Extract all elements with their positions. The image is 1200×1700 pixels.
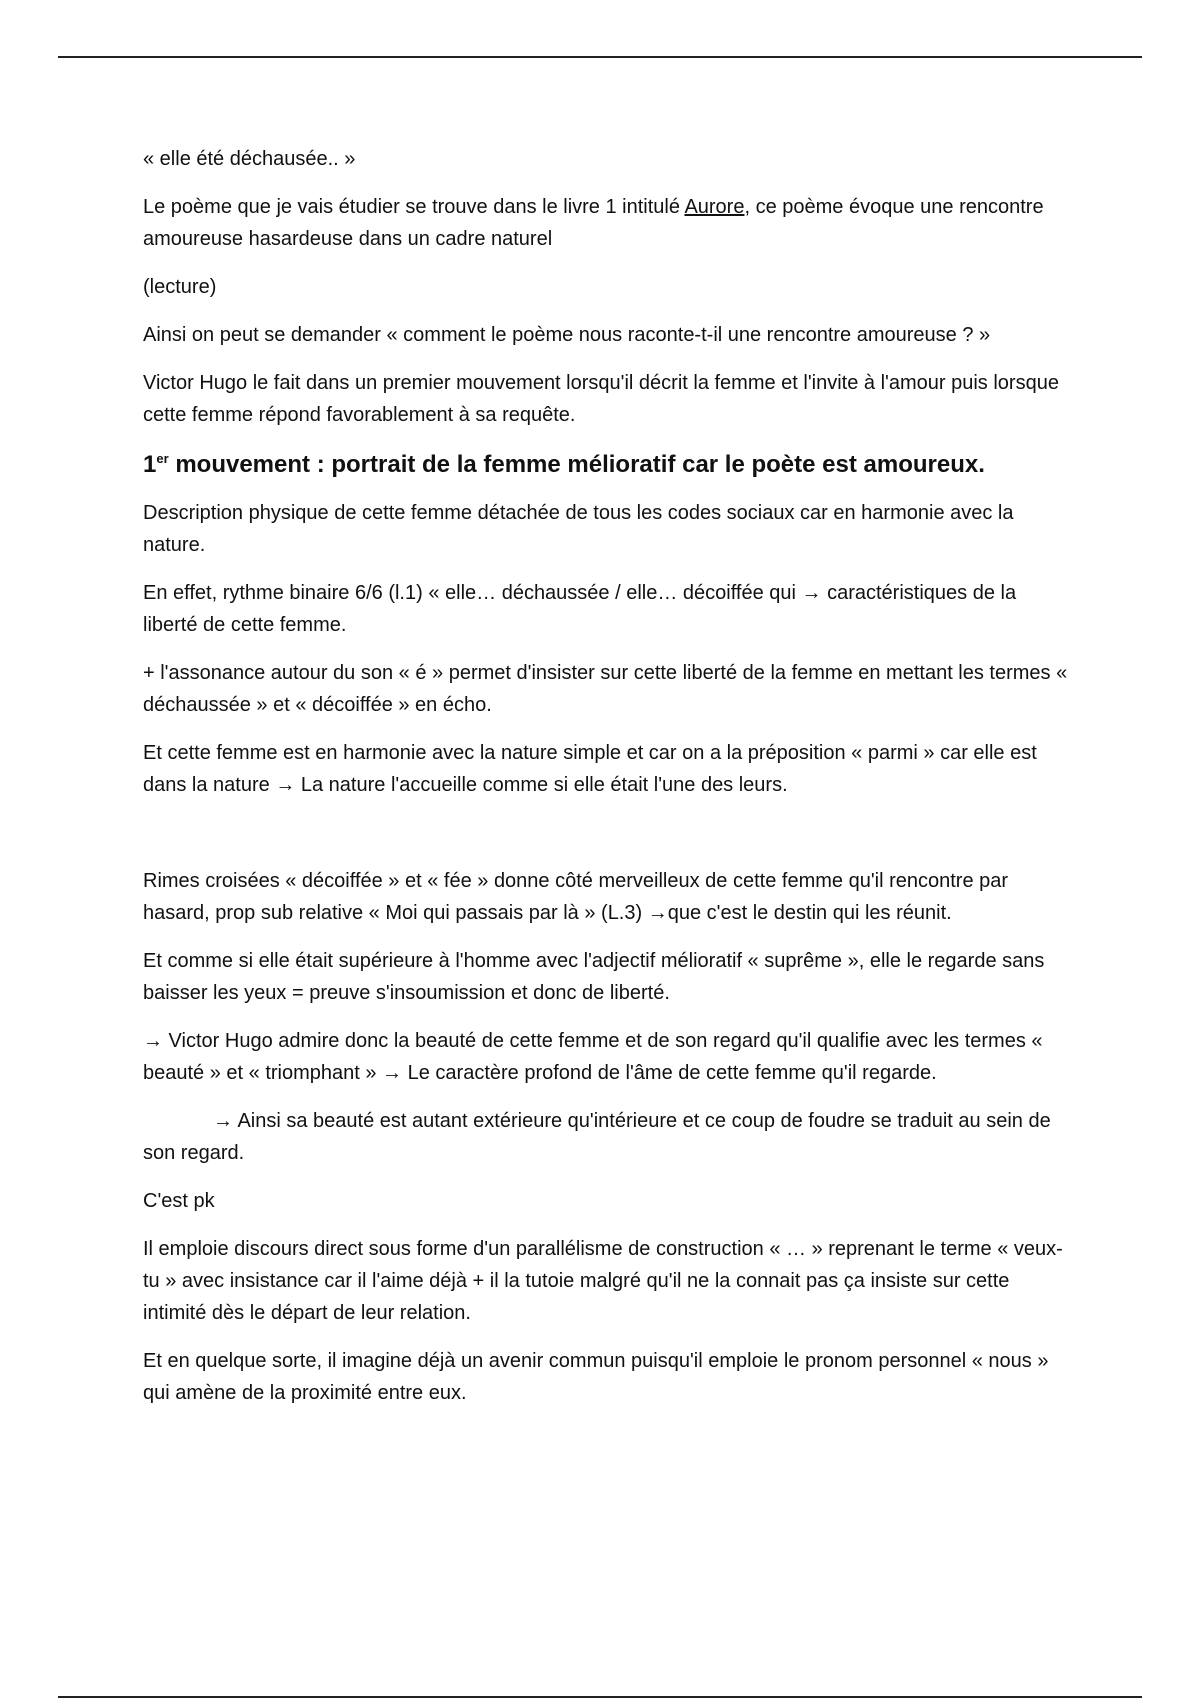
intro-paragraph [143,191,1068,255]
document-body [143,143,1068,1425]
body-paragraph: → Victor Hugo admire donc la beauté de cette femme et de son regard qu'il qualifie avec les termes « beauté » et « triomphant » → Le caractère profond de l'âme de cette femme qu'il regarde. [143,1030,1043,1084]
section-heading [143,447,1068,483]
body-paragraph: Description physique de cette femme détachée de tous les codes sociaux car en harmonie avec la nature. [143,502,1014,556]
heading-text: mouvement : portrait de la femme mélioratif car le poète est amoureux. [168,451,985,478]
body-paragraph: Et comme si elle était supérieure à l'homme avec l'adjectif mélioratif « suprême », elle le regarde sans baisser les yeux = preuve s'insoumission et donc de liberté. [143,950,1045,1004]
quote-line: « elle été déchausée.. » [143,148,356,170]
body-paragraph: + l'assonance autour du son « é » permet d'insister sur cette liberté de la femme en mettant les termes « déchaussée » et « décoiffée » en écho. [143,662,1068,716]
footer-rule [58,1696,1142,1698]
blank-line [143,817,1068,865]
header-rule [58,56,1142,58]
indented-paragraph: → Ainsi sa beauté est autant extérieure qu'intérieure et ce coup de foudre se traduit au sein de son regard. [143,1110,1051,1164]
body-paragraph: Rimes croisées « décoiffée » et « fée » donne côté merveilleux de cette femme qu'il rencontre par hasard, prop sub relative « Moi qui passais par là » (L.3) →que c'est le destin qui les réunit. [143,870,1009,924]
intro-after: , ce poème évoque une rencontre amoureuse hasardeuse dans un cadre naturel [143,196,1044,250]
cest-pk-line: C'est pk [143,1190,215,1212]
lecture-note: (lecture) [143,276,217,298]
body-paragraph: Et cette femme est en harmonie avec la nature simple et car on a la préposition « parmi » car elle est dans la nature → La nature l'accueille comme si elle était l'une des leurs. [143,742,1037,796]
intro-before: Le poème que je vais étudier se trouve dans le livre 1 intitulé [143,196,685,218]
body-paragraph: En effet, rythme binaire 6/6 (l.1) « elle… déchaussée / elle… décoiffée qui → caractéristiques de la liberté de cette femme. [143,582,1017,636]
body-paragraph: Et en quelque sorte, il imagine déjà un avenir commun puisqu'il emploie le pronom personnel « nous » qui amène de la proximité entre eux. [143,1350,1049,1404]
plan-paragraph: Victor Hugo le fait dans un premier mouvement lorsqu'il décrit la femme et l'invite à l'amour puis lorsque cette femme répond favorablement à sa requête. [143,372,1059,426]
body-paragraph: Il emploie discours direct sous forme d'un parallélisme de construction « … » reprenant le terme « veux-tu » avec insistance car il l'aime déjà + il la tutoie malgré qu'il ne la connait pas ça insiste sur cette intimité dès le départ de leur relation. [143,1238,1063,1324]
book-title: Aurore [684,196,745,218]
heading-superscript: er [156,451,169,466]
heading-number: 1 [143,451,157,478]
problematique-paragraph: Ainsi on peut se demander « comment le poème nous raconte-t-il une rencontre amoureuse ? » [143,324,991,346]
